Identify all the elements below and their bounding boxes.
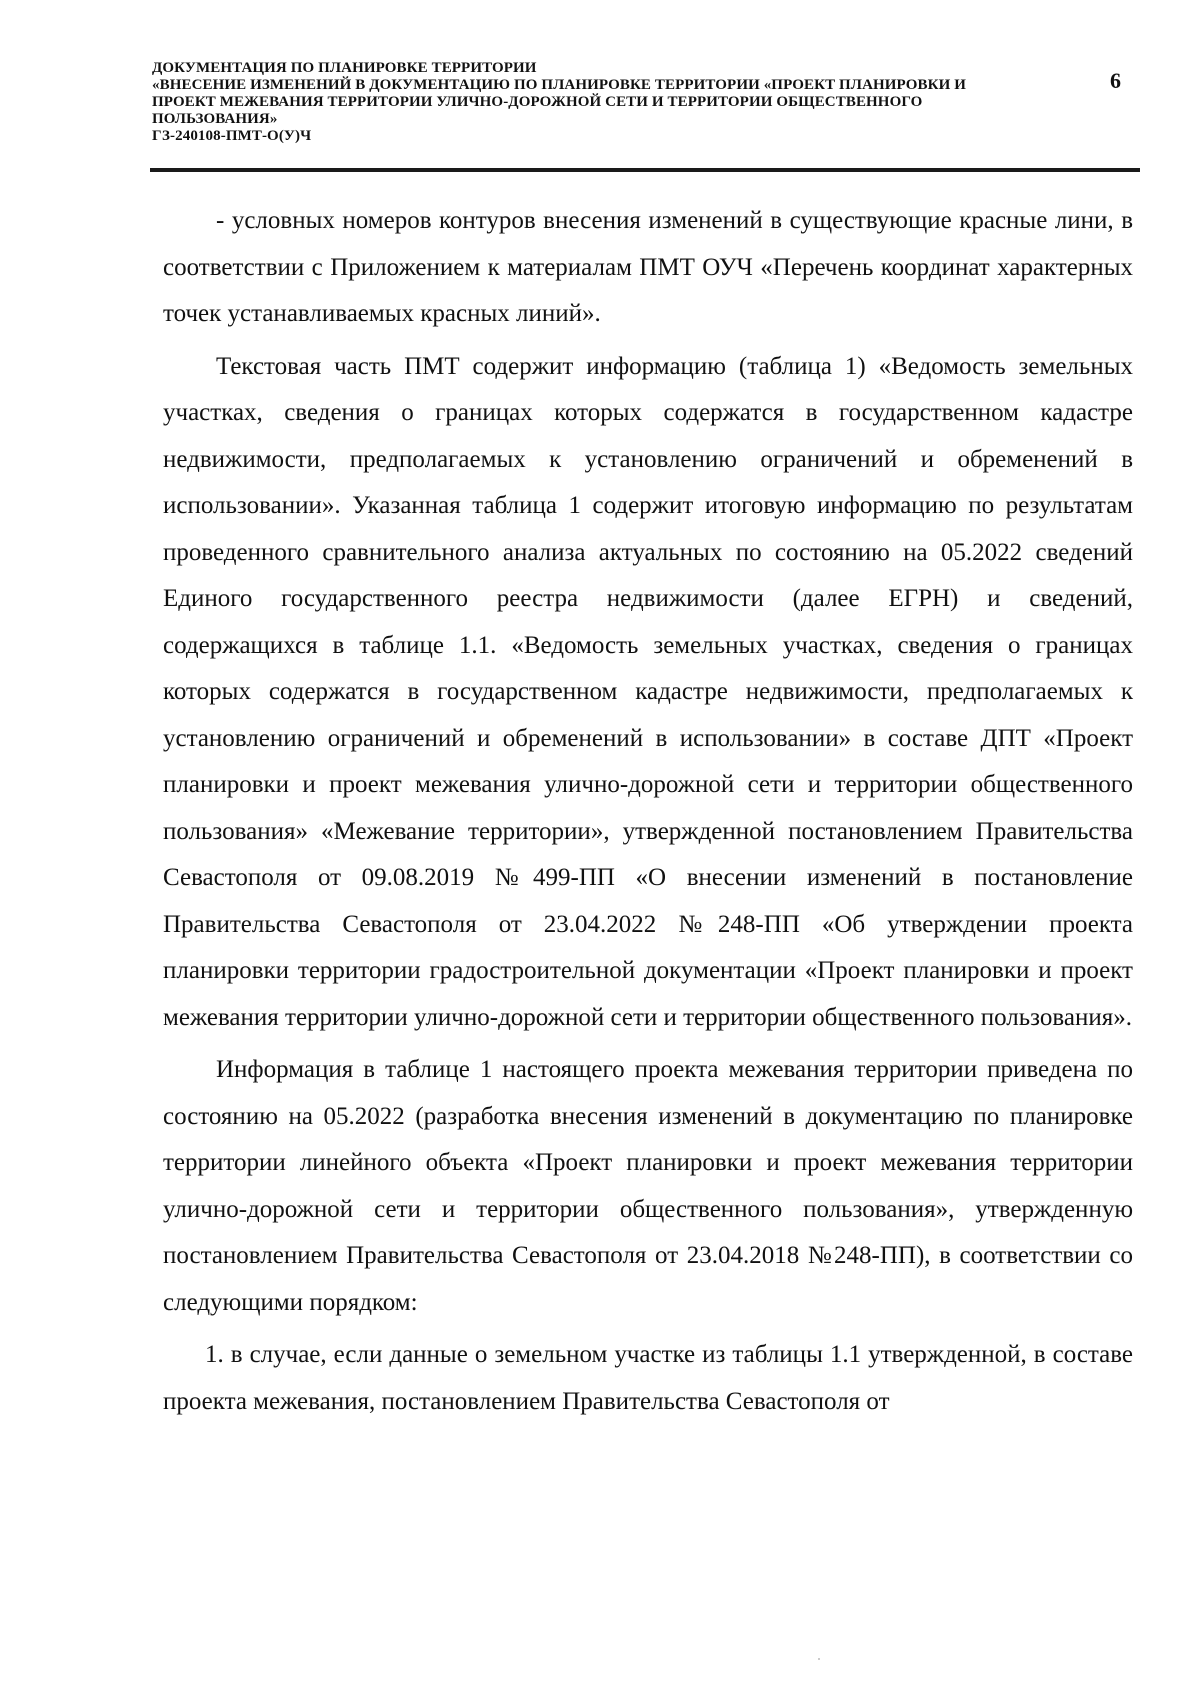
paragraph-text-part-description: Текстовая часть ПМТ содержит информацию (таблица 1) «Ведомость земельных участках, сведения о границах которых содержатся в государственном кадастре недвижимости, предполагаемых к установлению ограничений и обременений в использовании». Указанная таблица 1 содержит итоговую информацию по результатам проведенного сравнительного анализа актуальных по состоянию на 05.2022 сведений Единого государственного реестра недвижимости (далее ЕГРН) и сведений, содержащихся в таблице 1.1. «Ведомость земельных участках, сведения о границах которых содержатся в государственном кадастре недвижимости, предполагаемых к установлению ограничений и обременений в использовании» в составе ДПТ «Проект планировки и проект межевания улично-дорожной сети и территории общественного пользования» «Межевание территории», утвержденной постановлением Правительства Севастополя от 09.08.2019 №499-ПП «О внесении изменений в постановление Правительства Севастополя от 23.04.2022 №248-ПП «Об утверждении проекта планировки территории градостроительной документации «Проект планировки и проект межевания территории улично-дорожной сети и территории общественного пользования». — [163, 352, 1133, 1031]
header-title-line-1: ДОКУМЕНТАЦИЯ ПО ПЛАНИРОВКЕ ТЕРРИТОРИИ — [152, 60, 537, 76]
document-body — [163, 198, 1133, 1431]
document-header — [152, 60, 1052, 145]
header-title-line-3: ПРОЕКТ МЕЖЕВАНИЯ ТЕРРИТОРИИ УЛИЧНО-ДОРОЖНОЙ СЕТИ И ТЕРРИТОРИИ ОБЩЕСТВЕННОГО — [152, 94, 923, 110]
header-title-line-2: «ВНЕСЕНИЕ ИЗМЕНЕНИЙ В ДОКУМЕНТАЦИЮ ПО ПЛАНИРОВКЕ ТЕРРИТОРИИ «ПРОЕКТ ПЛАНИРОВКИ И — [152, 77, 966, 93]
paragraph-table-info: Информация в таблице 1 настоящего проекта межевания территории приведена по состоянию на 05.2022 (разработка внесения изменений в документацию по планировке территории линейного объекта «Проект планировки и проект межевания территории улично-дорожной сети и территории общественного пользования», утвержденную постановлением Правительства Севастополя от 23.04.2018 №248-ПП), в соответствии со следующими порядком: — [163, 1056, 1133, 1316]
paragraph-procedure-item-1: 1. в случае, если данные о земельном участке из таблицы 1.1 утвержденной, в составе проекта межевания, постановлением Правительства Севастополя от — [163, 1341, 1133, 1415]
paragraph-red-lines-list-item: - условных номеров контуров внесения изменений в существующие красные лини, в соответствии с Приложением к материалам ПМТ ОУЧ «Перечень координат характерных точек устанавливаемых красных линий». — [163, 207, 1133, 327]
document-code: ГЗ-240108-ПМТ-О(У)Ч — [152, 128, 312, 144]
header-title-line-4: ПОЛЬЗОВАНИЯ» — [152, 111, 278, 127]
page-number: 6 — [1110, 68, 1121, 93]
scan-artifact — [818, 1658, 820, 1660]
header-divider — [150, 168, 1140, 172]
